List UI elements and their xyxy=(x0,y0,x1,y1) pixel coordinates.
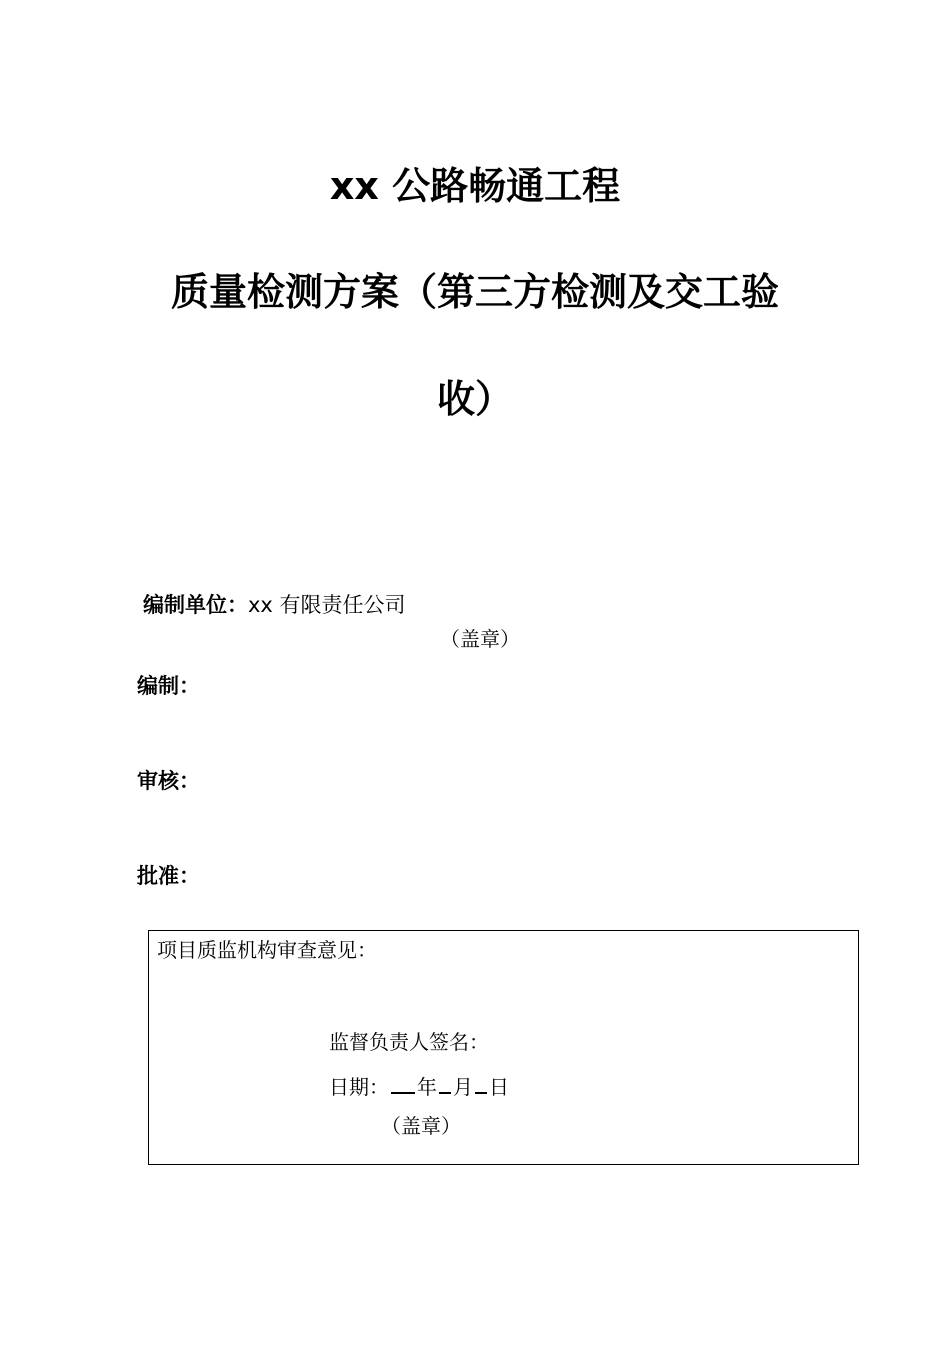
document-title-line-3: 收） xyxy=(436,377,513,421)
month-blank xyxy=(439,1070,451,1094)
date-label: 日期： xyxy=(329,1075,389,1099)
compiling-unit-row xyxy=(143,591,406,619)
review-opinion-box xyxy=(148,930,859,1165)
compiling-unit-value: xx 有限责任公司 xyxy=(248,593,406,617)
supervisor-signature-label: 监督负责人签名： xyxy=(329,1030,489,1054)
reviewed-by-label: 审核： xyxy=(137,769,200,793)
approved-by-label: 批准： xyxy=(137,864,200,888)
year-blank xyxy=(391,1070,415,1094)
review-seal: （盖章） xyxy=(381,1114,461,1138)
document-title-line-2: 质量检测方案（第三方检测及交工验 xyxy=(170,270,779,314)
year-label: 年 xyxy=(417,1075,437,1099)
compiling-unit-seal: （盖章） xyxy=(440,627,520,651)
day-blank xyxy=(475,1070,487,1094)
date-line xyxy=(329,1070,509,1101)
document-title-line-1: xx 公路畅通工程 xyxy=(329,164,621,208)
compiled-by-label: 编制： xyxy=(137,674,200,698)
month-label: 月 xyxy=(453,1075,473,1099)
compiling-unit-label: 编制单位： xyxy=(143,593,248,617)
day-label: 日 xyxy=(489,1075,509,1099)
review-opinion-label: 项目质监机构审查意见： xyxy=(157,938,377,962)
